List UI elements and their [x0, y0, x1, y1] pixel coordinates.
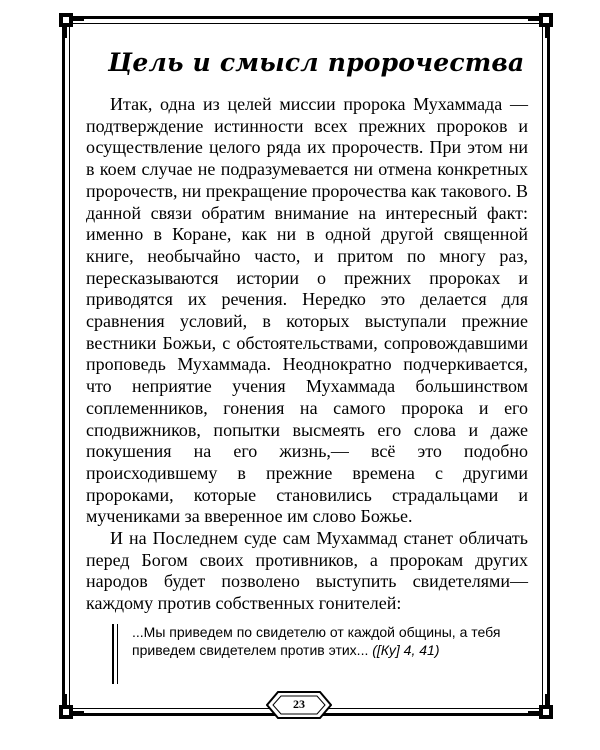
- corner-ornament-bottom-right: [526, 692, 556, 722]
- body-text: [86, 94, 528, 615]
- corner-ornament-top-left: [56, 10, 86, 40]
- paragraph-1: Итак, одна из целей миссии пророка Мухаммада — подтверждение истинности всех прежних пророков и осуществление целого ряда их пророчеств. При этом ни в коем случае не подразумевается ни отмена конкретных пророчеств, ни прекращение пророчества как такового. В данной связи обратим внимание на интересный факт: именно в Коране, как ни в одной другой священной книге, необычайно часто, и притом по многу раз, пересказываются истории о прежних пророках и приводятся их речения. Нередко это делается для сравнения условий, в которых выступали прежние вестники Божьи, с обстоятельствами, сопровождавшими проповедь Мухаммада. Неоднократно подчеркивается, что неприятие учения Мухаммада большинством соплеменников, гонения на самого пророка и его сподвижников, попытки высмеять его слова и даже покушения на его жизнь,— всё это подобно происходившему в прежние времена с другими пророками, которые становились страдальцами и мучениками за вверенное им слово Божье.: [86, 94, 528, 527]
- page-number: 23: [293, 697, 305, 711]
- quote-rule-thick: [112, 624, 114, 684]
- corner-ornament-top-right: [526, 10, 556, 40]
- quote-text: ...Мы приведем по свидетелю от каждой общины, а тебя приведем свидетелем против этих...: [132, 624, 501, 658]
- corner-ornament-bottom-left: [56, 692, 86, 722]
- page-number-badge: [266, 691, 332, 719]
- quote-block: [118, 624, 536, 659]
- quote-source: ([Ку] 4, 41): [372, 641, 440, 658]
- page-title: Цель и смысл пророчества: [108, 48, 525, 77]
- paragraph-2: И на Последнем суде сам Мухаммад станет обличать перед Богом своих противников, а пророкам других народов будет позволено выступить свидетелями—каждому против собственных гонителей:: [86, 528, 528, 614]
